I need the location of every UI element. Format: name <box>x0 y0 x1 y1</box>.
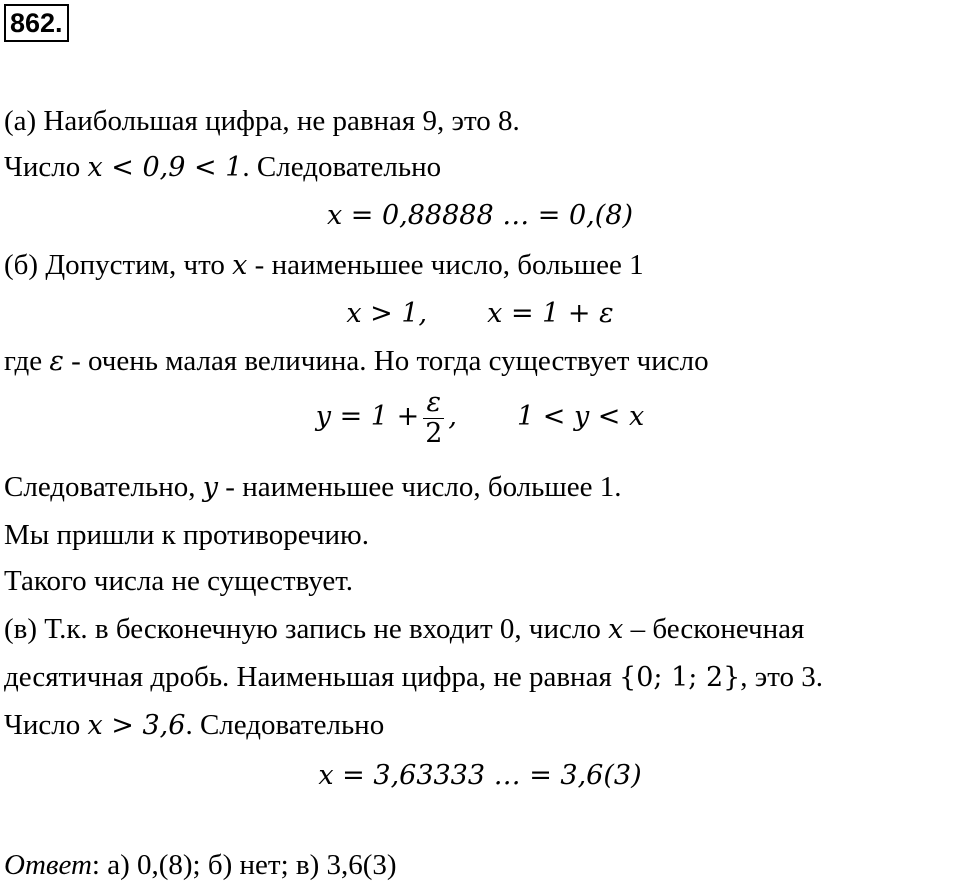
part-b-equation1 <box>0 296 960 331</box>
part-c-line3-prefix: Число <box>4 709 88 741</box>
part-b-line5: Такого числа не существует. <box>4 565 354 597</box>
part-a-equation <box>0 198 960 233</box>
answer-text: : а) 0,(8); б) нет; в) 3,6(3) <box>91 849 397 881</box>
part-a-line2-suffix: . Следовательно <box>242 151 442 183</box>
part-b-line3-prefix: Следовательно, <box>4 471 203 503</box>
part-c-line3-math: x > 3,6 <box>87 710 186 741</box>
part-c-line1-var: x <box>608 614 624 645</box>
part-c-line2-math: {0; 1; 2} <box>619 662 741 693</box>
part-c-line1 <box>4 612 804 647</box>
part-b-line1-prefix: (б) Допустим, что <box>4 249 233 281</box>
part-c-eq-text: x = 3,63333 … = 3,6(3) <box>318 760 642 791</box>
problem-number: 862. <box>4 4 69 42</box>
part-b-eq2-fraction <box>423 388 444 449</box>
part-a-eq-text: x = 0,88888 … = 0,(8) <box>326 200 634 231</box>
part-b-line2-prefix: где <box>4 345 50 377</box>
part-b-eq1-left: x > 1, <box>346 298 428 329</box>
part-b-line3-suffix: - наименьшее число, большее 1. <box>218 471 622 503</box>
answer-line <box>4 848 397 882</box>
part-b-eq1-right: x = 1 + ε <box>487 298 614 329</box>
part-a-line2 <box>4 150 441 185</box>
part-b-equation2 <box>0 388 960 449</box>
fraction-denominator: 2 <box>425 418 443 449</box>
part-b-line2-var: ε <box>49 346 64 377</box>
part-c-equation <box>0 758 960 793</box>
part-c-line1-prefix: (в) Т.к. в бесконечную запись не входит 0, число <box>4 613 609 645</box>
part-c-line1-suffix: – бесконечная <box>623 613 805 645</box>
part-c-line3-suffix: . Следовательно <box>185 709 385 741</box>
part-b-eq2-comma: , <box>448 401 457 433</box>
part-c-line3 <box>4 708 384 743</box>
part-b-line1 <box>4 248 644 283</box>
fraction-numerator: ε <box>423 388 444 419</box>
part-c-line2 <box>4 660 823 695</box>
part-b-line2-suffix: - очень малая величина. Но тогда существует число <box>63 345 709 377</box>
part-b-line1-suffix: - наименьшее число, большее 1 <box>247 249 644 281</box>
part-b-line1-var: x <box>232 250 248 281</box>
part-b-line3-var: y <box>202 472 219 503</box>
part-b-line3 <box>4 470 621 505</box>
part-b-eq2-left: y = 1 + <box>315 401 420 433</box>
part-a-line2-math: x < 0,9 < 1 <box>87 152 243 183</box>
part-a-line1: (а) Наибольшая цифра, не равная 9, это 8. <box>4 105 520 137</box>
part-c-line2-suffix: , это 3. <box>740 661 824 693</box>
part-b-line2 <box>4 344 709 379</box>
answer-label: Ответ <box>4 849 92 881</box>
part-c-line2-prefix: десятичная дробь. Наименьшая цифра, не равная <box>4 661 620 693</box>
part-b-eq2-right: 1 < y < x <box>516 401 645 433</box>
part-a-line2-prefix: Число <box>4 151 88 183</box>
part-b-line4: Мы пришли к противоречию. <box>4 519 369 551</box>
